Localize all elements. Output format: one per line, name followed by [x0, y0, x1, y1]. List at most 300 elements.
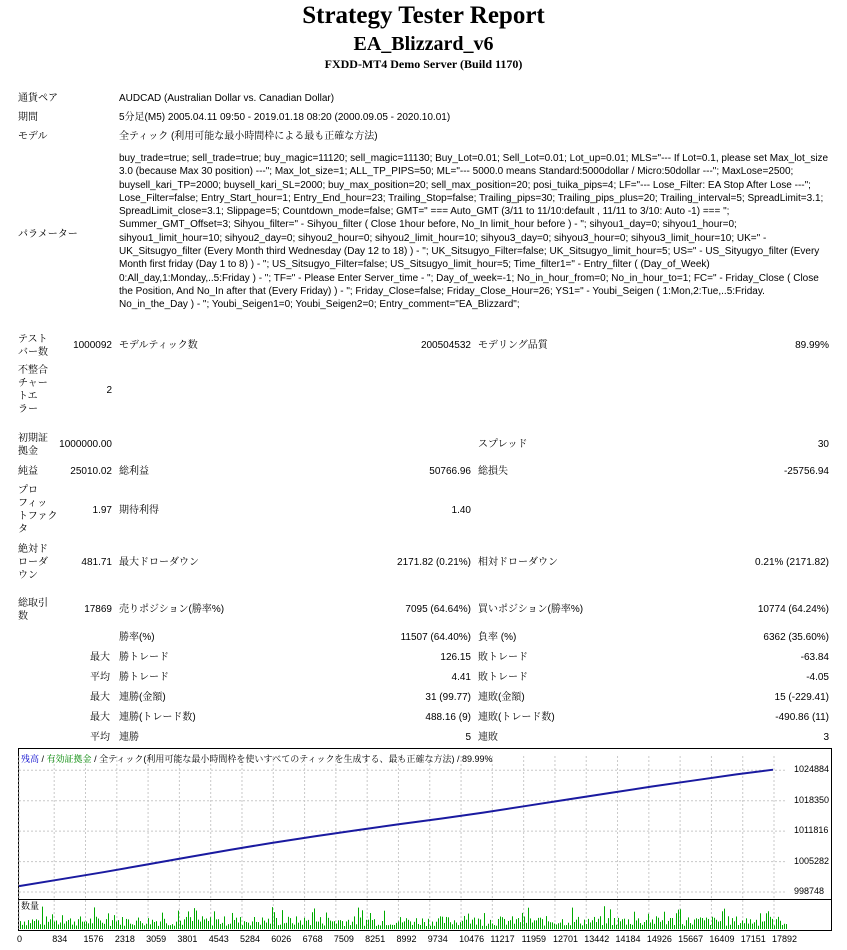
- avg-label-2: 平均: [90, 732, 110, 743]
- win-value: 11507 (64.40%): [400, 632, 471, 643]
- volume-bar: [114, 915, 115, 929]
- volume-bar: [644, 922, 645, 929]
- volume-bar: [752, 924, 753, 929]
- volume-bar: [402, 922, 403, 929]
- volume-bar: [496, 926, 497, 929]
- volume-bar: [630, 924, 631, 929]
- volume-bar: [474, 918, 475, 929]
- volume-bar: [482, 926, 483, 929]
- volume-bar: [158, 926, 159, 929]
- deposit-label: 初期証 拠金: [18, 433, 48, 457]
- volume-bar: [332, 921, 333, 929]
- volume-bar: [420, 925, 421, 929]
- volume-bar: [520, 922, 521, 929]
- volume-bar: [556, 925, 557, 929]
- volume-bar: [764, 921, 765, 929]
- volume-bar: [768, 911, 769, 929]
- volume-bar: [192, 921, 193, 929]
- period-value: 5分足(M5) 2005.04.11 09:50 - 2019.01.18 08:20 (2000.09.05 - 2020.10.01): [119, 112, 451, 123]
- volume-bar: [652, 919, 653, 929]
- volume-bar: [632, 925, 633, 929]
- volume-bar: [286, 923, 287, 929]
- volume-bar: [328, 918, 329, 929]
- volume-bar: [434, 926, 435, 929]
- volume-bar: [514, 924, 515, 929]
- volume-bar: [756, 920, 757, 929]
- volume-bar: [460, 922, 461, 929]
- volume-bar: [740, 923, 741, 929]
- volume-bar: [244, 921, 245, 929]
- volume-bar: [640, 923, 641, 929]
- cons-loss-value: 15 (-229.41): [774, 692, 829, 703]
- volume-bar: [786, 924, 787, 929]
- volume-bar: [196, 911, 197, 929]
- volume-bar: [702, 918, 703, 929]
- volume-bar: [678, 910, 679, 929]
- max-dd-label: 最大ドローダウン: [119, 557, 199, 568]
- volume-bar: [208, 921, 209, 929]
- volume-bar: [64, 924, 65, 929]
- volume-bar: [248, 923, 249, 929]
- volume-bar: [656, 916, 657, 929]
- volume-bar: [610, 909, 611, 929]
- volume-bar: [246, 922, 247, 929]
- params-value: buy_trade=true; sell_trade=true; buy_magic=11120; sell_magic=11130; Buy_Lot=0.01; Sell_Lot=0.01; Lot_up=0.01; MLS="--- If Lot=0.1, please set Max_lot_size 3.0 (because Max 30 position) ---"; Max_lot_size=1; ALL_TP_PIPS=50; ML="--- 5000.0 means Standard:5000dollar / Micro:50dollar ---"; MaxLose=2500; buysell_kari_TP=2000; buysell_kari_SL=2000; buy_max_position=20; sell_max_position=20; posi_tuika_pips=4; LF="--- Lose_Filter: EA Stop After Lose ---"; Lose_Filter=false; Entry_Start_hour=1; Entry_End_hour=23; Trailing_Stop=false; Trailing_pips=30; Trailing_pips_plus=20; Trailing_interval=5; SpreadLimit=3.1; SpreadLimit_close=3.1; Slippage=5; Countdown_mode=false; GMT=" === Auto_GMT (3/11 to 11/10:default , 11/11 to 3/10: Auto -1) === "; Summer_GMT_Offset=3; Sihyou_filter=" - Sihyou_filter ( Close 1hour before, No_In limit_hour before ) - "; sihyou1_day=0; sihyou1_hour=0; sihyou1_limit_hour=10; sihyou2_day=0; sihyou2_hour=0; sihyou2_limit_hour=10; sihyou3_day=0; sihyou3_hour=0; sihyou3_limit_hour=10; UK=" - UK_Sitsugyo_filter (Every Month third Wednesday (Day 12 to 18) ) - "; UK_Sitsugyo_Filter=false; UK_Sitsugyo_limit_hour=5; US=" - US_Sityugyo_filter (Every Month first friday (Day 1 to 8) ) - "; US_Sitsugyo_Filter=false; US_Sitsugyo_limit_hour=5; Time_filter1=" - Entry_filter ( (Day_of_Week) 0:All_day,1:Monday,..5:Friday ) - "; TF=" - Please Enter Server_time - "; Day_of_week=-1; No_in_hour_from=0; No_in_hour_to=1; FC=" - Friday_Close ( Close the Position, And No_In after that (Every Friday) ) - "; Friday_Close=false; Friday_Close_Hour=26; YS1=" - Youbi_Seigen ( 1:Mon,2:Tue,..5:Friday. No_in_the_Day ) - "; Youbi_Seigen1=0; Youbi_Seigen2=0; Entry_comment="EA_Blizzard";: [119, 153, 829, 311]
- volume-bar: [40, 924, 41, 929]
- volume-bar: [532, 923, 533, 929]
- volume-bar: [558, 923, 559, 929]
- ticks-value: 200504532: [420, 340, 471, 351]
- volume-bar: [770, 917, 771, 929]
- volume-bar: [118, 920, 119, 929]
- volume-bar: [168, 925, 169, 929]
- volume-bar: [50, 919, 51, 929]
- volume-bar: [106, 919, 107, 929]
- largest-loss-value: -63.84: [800, 652, 829, 663]
- volume-bar: [340, 920, 341, 929]
- symbol-label: 通貨ペア: [18, 93, 58, 104]
- x-tick-label: 11217: [490, 934, 515, 944]
- volume-bar: [624, 919, 625, 929]
- volume-bar: [682, 924, 683, 929]
- volume-bar: [538, 918, 539, 929]
- volume-bar: [710, 925, 711, 929]
- legend-equity: 有効証拠金: [46, 754, 92, 764]
- avg-cons-loss-label: 連敗: [478, 732, 498, 743]
- volume-bar: [312, 912, 313, 929]
- volume-bar: [452, 924, 453, 929]
- volume-bar: [646, 920, 647, 929]
- volume-bar: [668, 921, 669, 929]
- volume-bar: [658, 918, 659, 929]
- cons-profit-label: 連勝(トレード数): [119, 712, 196, 723]
- volume-bar: [356, 924, 357, 929]
- volume-bar: [778, 917, 779, 929]
- volume-bar: [562, 919, 563, 929]
- volume-bar: [330, 921, 331, 929]
- volume-bar: [78, 919, 79, 929]
- volume-bar: [544, 926, 545, 929]
- volume-bar: [352, 922, 353, 929]
- volume-bar: [456, 923, 457, 929]
- volume-bar: [484, 913, 485, 929]
- volume-bar: [80, 916, 81, 929]
- volume-bar: [162, 913, 163, 929]
- x-tick-label: 12701: [552, 934, 578, 944]
- volume-bar: [464, 916, 465, 929]
- volume-bar: [250, 925, 251, 929]
- volume-bar: [748, 924, 749, 929]
- volume-bar: [374, 919, 375, 929]
- avg-loss-label: 敗トレード: [478, 672, 528, 683]
- model-label: モデル: [18, 131, 48, 142]
- volume-bar: [130, 924, 131, 929]
- server-name: FXDD-MT4 Demo Server (Build 1170): [324, 57, 523, 71]
- volume-bar: [156, 921, 157, 929]
- ticks-label: モデルティック数: [119, 340, 198, 351]
- volume-bar: [776, 919, 777, 929]
- volume-bar: [112, 920, 113, 929]
- volume-bar: [598, 919, 599, 929]
- bars-value: 1000092: [73, 340, 112, 351]
- legend-balance: 残高: [21, 754, 40, 764]
- volume-bar: [500, 917, 501, 929]
- volume-bar: [326, 913, 327, 929]
- volume-bar: [322, 924, 323, 929]
- volume-bar: [90, 919, 91, 929]
- volume-bar: [616, 925, 617, 929]
- volume-bar: [746, 918, 747, 929]
- volume-bar: [336, 924, 337, 929]
- volume-bar: [612, 925, 613, 929]
- volume-bar: [290, 918, 291, 929]
- volume-bar: [84, 922, 85, 929]
- volume-bar: [236, 918, 237, 929]
- volume-bar: [154, 922, 155, 929]
- volume-bar: [360, 918, 361, 929]
- volume-bar: [446, 917, 447, 929]
- y-tick-label: 1011816: [794, 825, 829, 836]
- volume-bar: [454, 920, 455, 929]
- volume-bar: [224, 916, 225, 929]
- volume-bar: [642, 925, 643, 929]
- volume-bar: [60, 922, 61, 929]
- avg-cons-win-label: 連勝: [119, 732, 139, 743]
- volume-bar: [486, 926, 487, 929]
- volume-bar: [572, 908, 573, 929]
- volume-bar: [76, 926, 77, 929]
- volume-bar: [466, 920, 467, 929]
- volume-bar: [512, 916, 513, 929]
- chart-legend: 残高 / 有効証拠金 / 全ティック(利用可能な最小時間枠を使いすべてのティックを生成する、最も正確な方法) / 89.99%: [21, 754, 493, 764]
- volume-bar: [736, 916, 737, 929]
- volume-bar: [478, 919, 479, 929]
- volume-bar: [754, 922, 755, 929]
- volume-bar: [150, 924, 151, 929]
- volume-bar: [524, 917, 525, 929]
- largest-win-value: 126.15: [440, 652, 471, 663]
- volume-bar: [38, 920, 39, 929]
- volume-bar: [648, 914, 649, 929]
- volume-bar: [694, 920, 695, 929]
- volume-bar: [440, 916, 441, 929]
- volume-bar: [62, 915, 63, 929]
- balance-line: [19, 770, 773, 886]
- volume-bar: [102, 923, 103, 929]
- volume-bar: [528, 908, 529, 929]
- volume-bar: [416, 918, 417, 929]
- volume-bar: [46, 916, 47, 929]
- y-tick-label: 1005282: [794, 855, 830, 866]
- volume-bar: [418, 924, 419, 929]
- volume-bar: [230, 924, 231, 929]
- params-label: パラメーター: [18, 229, 78, 240]
- volume-bar: [48, 922, 49, 929]
- volume-bar: [628, 919, 629, 929]
- volume-bar: [32, 919, 33, 929]
- volume-bar: [734, 921, 735, 929]
- volume-bar: [202, 916, 203, 929]
- x-tick-label: 17892: [772, 934, 798, 944]
- pf-label: プロ フィッ トファク タ: [18, 485, 58, 535]
- volume-bar: [206, 918, 207, 929]
- volume-bar: [732, 918, 733, 929]
- volume-bar: [548, 921, 549, 929]
- quality-value: 89.99%: [795, 340, 829, 351]
- x-tick-label: 8992: [396, 934, 417, 944]
- volume-bar: [722, 911, 723, 929]
- expected-label: 期待利得: [119, 505, 159, 516]
- volume-bar: [680, 909, 681, 929]
- volume-bar: [542, 919, 543, 929]
- volume-bar: [310, 925, 311, 929]
- volume-bar: [52, 914, 53, 929]
- volume-bar: [536, 920, 537, 929]
- volume-bar: [654, 924, 655, 929]
- cons-win-value: 31 (99.77): [425, 692, 471, 703]
- volume-bar: [124, 926, 125, 929]
- volume-bar: [136, 921, 137, 929]
- volume-bar: [676, 913, 677, 929]
- volume-bar: [688, 917, 689, 929]
- volume-bar: [564, 925, 565, 929]
- cons-loss-label: 連敗(金額): [478, 692, 525, 703]
- x-tick-label: 2318: [114, 934, 135, 944]
- y-tick-label: 998748: [794, 886, 825, 896]
- volume-bar: [198, 920, 199, 929]
- volume-bar: [258, 922, 259, 929]
- y-tick-label: 1018350: [794, 794, 830, 805]
- volume-bar: [256, 922, 257, 929]
- volume-bar: [320, 917, 321, 929]
- volume-bar: [436, 922, 437, 929]
- volume-bar: [98, 919, 99, 929]
- pf-value: 1.97: [92, 505, 112, 516]
- volume-bar: [28, 920, 29, 929]
- volume-bar: [700, 917, 701, 929]
- volume-bar: [742, 921, 743, 929]
- x-tick-label: 10476: [459, 934, 485, 944]
- x-tick-label: 15667: [678, 934, 704, 944]
- volume-bar: [254, 917, 255, 929]
- short-value: 7095 (64.64%): [405, 604, 471, 615]
- abs-dd-label: 絶対ド ローダ ウン: [18, 544, 48, 581]
- volume-bar: [758, 926, 759, 929]
- model-value: 全ティック (利用可能な最小時間枠による最も正確な方法): [119, 131, 378, 142]
- spread-value: 30: [817, 439, 829, 450]
- x-tick-label: 7509: [333, 934, 354, 944]
- volume-bar: [26, 925, 27, 929]
- volume-bar: [68, 920, 69, 929]
- volume-bar: [780, 921, 781, 929]
- volume-bar: [614, 918, 615, 929]
- volume-bar: [232, 913, 233, 929]
- long-value: 10774 (64.24%): [757, 604, 829, 615]
- volume-bar: [408, 920, 409, 929]
- volume-bar: [300, 920, 301, 929]
- volume-bar: [222, 923, 223, 929]
- volume-bar: [86, 921, 87, 929]
- volume-bar: [426, 926, 427, 929]
- volume-bar: [210, 917, 211, 929]
- volume-bar: [704, 920, 705, 929]
- volume-bar: [432, 922, 433, 929]
- volume-bar: [370, 913, 371, 929]
- volume-bar: [720, 921, 721, 929]
- volume-bar: [82, 922, 83, 929]
- volume-bar: [406, 918, 407, 929]
- volume-bar: [364, 926, 365, 929]
- volume-bar: [342, 921, 343, 929]
- volume-bar: [294, 925, 295, 929]
- avg-loss-value: -4.05: [806, 672, 829, 683]
- x-tick-label: 834: [52, 934, 68, 944]
- volume-bar: [450, 922, 451, 929]
- deposit-value: 1000000.00: [59, 439, 112, 450]
- volume-bar: [346, 921, 347, 929]
- volume-bar: [20, 921, 21, 929]
- volume-bar: [392, 925, 393, 929]
- volume-bar: [488, 924, 489, 929]
- volume-bar: [170, 925, 171, 929]
- volume-bar: [534, 920, 535, 929]
- x-tick-label: 3059: [146, 934, 167, 944]
- max-dd-value: 2171.82 (0.21%): [397, 557, 471, 568]
- volume-bar: [596, 922, 597, 929]
- volume-bar: [54, 922, 55, 929]
- volume-bar: [498, 919, 499, 929]
- volume-bar: [506, 925, 507, 929]
- volume-bar: [266, 923, 267, 929]
- volume-bar: [144, 925, 145, 929]
- max-label-1: 最大: [90, 652, 110, 663]
- volume-bar: [318, 922, 319, 929]
- avg-label-1: 平均: [90, 672, 110, 683]
- volume-bar: [588, 919, 589, 929]
- expected-value: 1.40: [451, 505, 471, 516]
- volume-bar: [698, 919, 699, 929]
- volume-bar: [620, 921, 621, 929]
- volume-bar: [36, 919, 37, 929]
- volume-bar: [44, 925, 45, 929]
- volume-bar: [550, 922, 551, 929]
- x-tick-label: 13442: [584, 934, 610, 944]
- volume-bar: [518, 918, 519, 929]
- volume-bar: [400, 917, 401, 929]
- volume-bar: [494, 925, 495, 929]
- volume-bar: [302, 925, 303, 929]
- volume-bar: [592, 920, 593, 929]
- volume-bar: [744, 923, 745, 929]
- volume-bar: [774, 925, 775, 929]
- trades-value: 17869: [84, 604, 112, 615]
- volume-bar: [660, 922, 661, 929]
- volume-bar: [262, 917, 263, 929]
- volume-bar: [104, 924, 105, 929]
- volume-bar: [508, 921, 509, 929]
- bars-label: テスト バー数: [18, 334, 48, 358]
- volume-bar: [182, 925, 183, 929]
- largest-win-label: 勝トレード: [119, 652, 169, 663]
- volume-bar: [226, 926, 227, 929]
- volume-bar: [152, 920, 153, 929]
- volume-bar: [462, 921, 463, 929]
- cons-profit-value: 488.16 (9): [425, 712, 471, 723]
- volume-bar: [594, 917, 595, 929]
- volume-bar: [176, 922, 177, 929]
- volume-bar: [338, 920, 339, 929]
- volume-bar: [184, 919, 185, 929]
- volume-bar: [414, 922, 415, 929]
- volume-bar: [234, 920, 235, 929]
- volume-bar: [372, 920, 373, 929]
- volume-bar: [146, 924, 147, 929]
- volume-bar: [442, 917, 443, 929]
- volume-bar: [766, 913, 767, 929]
- volume-bar: [730, 925, 731, 929]
- volume-bar: [586, 924, 587, 929]
- volume-bar: [570, 925, 571, 929]
- report-title: Strategy Tester Report: [302, 2, 545, 29]
- volume-bar: [622, 919, 623, 929]
- net-profit-label: 純益: [18, 466, 38, 477]
- volume-bar: [492, 923, 493, 929]
- volume-bar: [384, 911, 385, 929]
- volume-bar: [618, 918, 619, 929]
- net-profit-value: 25010.02: [70, 466, 112, 477]
- volume-bar: [160, 921, 161, 929]
- cons-lossamt-label: 連敗(トレード数): [478, 712, 555, 723]
- volume-bar: [522, 913, 523, 929]
- volume-bar: [760, 913, 761, 929]
- max-label-3: 最大: [90, 712, 110, 723]
- volume-bar: [638, 918, 639, 929]
- loss-label: 負率 (%): [478, 632, 517, 643]
- volume-bar: [546, 916, 547, 929]
- rel-dd-value: 0.21% (2171.82): [755, 557, 829, 568]
- volume-bar: [712, 917, 713, 929]
- volume-bar: [470, 924, 471, 929]
- volume-bar: [578, 917, 579, 929]
- volume-bar: [590, 922, 591, 929]
- mismatch-value: 2: [106, 385, 112, 396]
- volume-bar: [212, 925, 213, 929]
- volume-bar: [396, 923, 397, 929]
- volume-bar: [692, 925, 693, 929]
- volume-bar: [714, 918, 715, 929]
- volume-bar: [74, 921, 75, 929]
- volume-bar: [784, 924, 785, 929]
